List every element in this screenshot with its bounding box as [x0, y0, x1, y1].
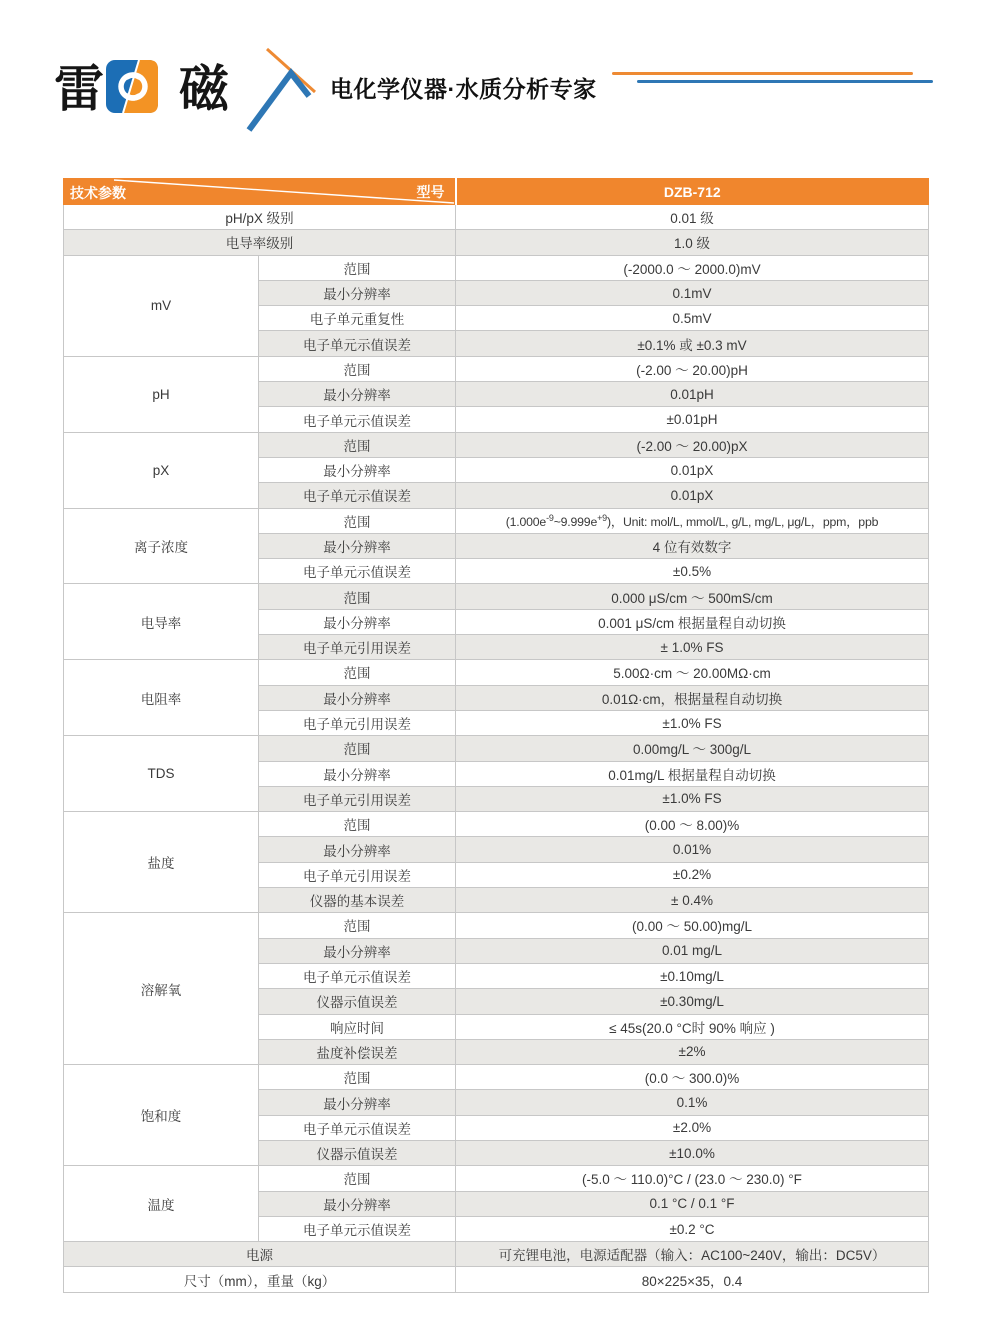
table-row [64, 736, 929, 761]
param-cell: 电子单元引用误差 [259, 786, 456, 811]
value-superscript: -9 [546, 512, 554, 523]
value-cell: 0.00mg/L ～ 300g/L [456, 736, 929, 761]
value-cell: ±10.0% [456, 1140, 929, 1165]
value-superscript: +9 [597, 512, 607, 523]
decor-line-blue [637, 80, 933, 83]
value-cell: 0.1 °C / 0.1 °F [456, 1191, 929, 1216]
param-cell: 电导率级别 [64, 230, 456, 255]
param-cell: 响应时间 [259, 1014, 456, 1039]
table-row [64, 205, 929, 230]
value-cell: ±0.10mg/L [456, 963, 929, 988]
value-cell: 0.1% [456, 1090, 929, 1115]
value-cell: ±0.30mg/L [456, 989, 929, 1014]
param-cell: 最小分辨率 [259, 457, 456, 482]
table-row [64, 913, 929, 938]
value-cell: 80×225×35，0.4 [456, 1267, 929, 1292]
table-row [64, 255, 929, 280]
param-cell: 最小分辨率 [259, 1191, 456, 1216]
header-model-label: 型号 [416, 184, 445, 200]
table-row [64, 432, 929, 457]
value-cell: (0.0 ～ 300.0)% [456, 1065, 929, 1090]
param-cell: 范围 [259, 356, 456, 381]
param-cell: 盐度补偿误差 [259, 1039, 456, 1064]
value-cell: (-2000.0 ～ 2000.0)mV [456, 255, 929, 280]
value-cell: 0.01pX [456, 483, 929, 508]
table-row [64, 660, 929, 685]
param-cell: 电子单元示值误差 [259, 331, 456, 356]
brand-tagline: 电化学仪器·水质分析专家 [330, 76, 597, 102]
param-cell: 最小分辨率 [259, 938, 456, 963]
value-cell: ±0.2% [456, 862, 929, 887]
param-cell: 电子单元示值误差 [259, 1216, 456, 1241]
group-cell: pH [64, 356, 259, 432]
param-cell: 范围 [259, 255, 456, 280]
value-cell: ≤ 45s(20.0 °C时 90% 响应 ) [456, 1014, 929, 1039]
value-cell: ±0.2 °C [456, 1216, 929, 1241]
param-cell: 范围 [259, 508, 456, 533]
table-row [64, 584, 929, 609]
param-cell: 仪器的基本误差 [259, 888, 456, 913]
value-text: )，Unit: mol/L, mmol/L, g/L, mg/L, μg/L，ppm，ppb [606, 514, 879, 529]
param-cell: 电子单元示值误差 [259, 559, 456, 584]
header-model-value: DZB-712 [456, 179, 929, 205]
value-cell: 0.01pH [456, 382, 929, 407]
param-cell: 电子单元引用误差 [259, 710, 456, 735]
value-cell: 5.00Ω·cm ～ 20.00MΩ·cm [456, 660, 929, 685]
value-cell: 可充锂电池，电源适配器（输入：AC100~240V，输出：DC5V） [456, 1242, 929, 1267]
value-cell: 0.01mg/L 根据量程自动切换 [456, 761, 929, 786]
x-checkmark-icon [243, 46, 321, 134]
param-cell: 电子单元示值误差 [259, 1115, 456, 1140]
param-cell: 电子单元引用误差 [259, 862, 456, 887]
value-cell: 0.5mV [456, 306, 929, 331]
group-cell: 电导率 [64, 584, 259, 660]
value-text: ~9.999e [553, 514, 598, 529]
table-header-row [64, 179, 929, 205]
param-cell: 电子单元引用误差 [259, 635, 456, 660]
param-cell: 尺寸（mm），重量（kg） [64, 1267, 456, 1292]
table-row [64, 356, 929, 381]
param-cell: 最小分辨率 [259, 1090, 456, 1115]
value-cell: ±1.0% FS [456, 786, 929, 811]
value-text: (1.000e [505, 514, 547, 529]
table-row [64, 1267, 929, 1292]
param-cell: pH/pX 级别 [64, 205, 456, 230]
value-cell: ±1.0% FS [456, 710, 929, 735]
table-row [64, 812, 929, 837]
group-cell: 溶解氧 [64, 913, 259, 1065]
param-cell: 仪器示值误差 [259, 1140, 456, 1165]
param-cell: 范围 [259, 736, 456, 761]
header-param-model-cell [64, 179, 456, 205]
param-cell: 范围 [259, 1166, 456, 1191]
group-cell: 盐度 [64, 812, 259, 913]
param-cell: 最小分辨率 [259, 685, 456, 710]
value-cell: ± 0.4% [456, 888, 929, 913]
param-cell: 最小分辨率 [259, 533, 456, 558]
param-cell: 电子单元示值误差 [259, 407, 456, 432]
value-cell: (0.00 ～ 8.00)% [456, 812, 929, 837]
header-param-label: 技术参数 [70, 185, 126, 201]
value-cell: 1.0 级 [456, 230, 929, 255]
param-cell: 范围 [259, 432, 456, 457]
value-cell: (-2.00 ～ 20.00)pH [456, 356, 929, 381]
group-cell: pX [64, 432, 259, 508]
table-row [64, 230, 929, 255]
param-cell: 最小分辨率 [259, 761, 456, 786]
brand-header [0, 0, 990, 160]
leici-logo-icon [106, 60, 158, 113]
value-cell: 0.01pX [456, 457, 929, 482]
spec-table [63, 178, 929, 1293]
value-cell [456, 508, 929, 533]
brand-char-lei: 雷 [54, 61, 104, 117]
table-row [64, 508, 929, 533]
group-cell: TDS [64, 736, 259, 812]
table-row [64, 1166, 929, 1191]
value-cell: 0.01Ω·cm，根据量程自动切换 [456, 685, 929, 710]
value-cell: (0.00 ～ 50.00)mg/L [456, 913, 929, 938]
param-cell: 最小分辨率 [259, 837, 456, 862]
param-cell: 电子单元示值误差 [259, 483, 456, 508]
group-cell: 电阻率 [64, 660, 259, 736]
table-row [64, 1065, 929, 1090]
param-cell: 最小分辨率 [259, 382, 456, 407]
param-cell: 范围 [259, 660, 456, 685]
param-cell: 范围 [259, 584, 456, 609]
value-cell: 0.001 μS/cm 根据量程自动切换 [456, 609, 929, 634]
param-cell: 电子单元示值误差 [259, 963, 456, 988]
value-cell: ±2.0% [456, 1115, 929, 1140]
value-cell: (-2.00 ～ 20.00)pX [456, 432, 929, 457]
table-row [64, 1242, 929, 1267]
param-cell: 范围 [259, 913, 456, 938]
group-cell: 饱和度 [64, 1065, 259, 1166]
group-cell: 离子浓度 [64, 508, 259, 584]
value-cell: 4 位有效数字 [456, 533, 929, 558]
value-cell: ±0.5% [456, 559, 929, 584]
param-cell: 范围 [259, 1065, 456, 1090]
value-cell: ±0.01pH [456, 407, 929, 432]
param-cell: 电子单元重复性 [259, 306, 456, 331]
param-cell: 电源 [64, 1242, 456, 1267]
value-cell: 0.000 μS/cm ～ 500mS/cm [456, 584, 929, 609]
value-cell: ± 1.0% FS [456, 635, 929, 660]
param-cell: 范围 [259, 812, 456, 837]
brand-char-ci: 磁 [179, 61, 229, 117]
value-cell: 0.01 mg/L [456, 938, 929, 963]
value-cell: 0.01 级 [456, 205, 929, 230]
value-cell: ±2% [456, 1039, 929, 1064]
param-cell: 最小分辨率 [259, 609, 456, 634]
value-cell: ±0.1% 或 ±0.3 mV [456, 331, 929, 356]
group-cell: mV [64, 255, 259, 356]
param-cell: 最小分辨率 [259, 280, 456, 305]
param-cell: 仪器示值误差 [259, 989, 456, 1014]
value-cell: (-5.0 ～ 110.0)°C / (23.0 ～ 230.0) °F [456, 1166, 929, 1191]
group-cell: 温度 [64, 1166, 259, 1242]
decor-line-orange [612, 72, 913, 75]
value-cell: 0.1mV [456, 280, 929, 305]
value-cell: 0.01% [456, 837, 929, 862]
